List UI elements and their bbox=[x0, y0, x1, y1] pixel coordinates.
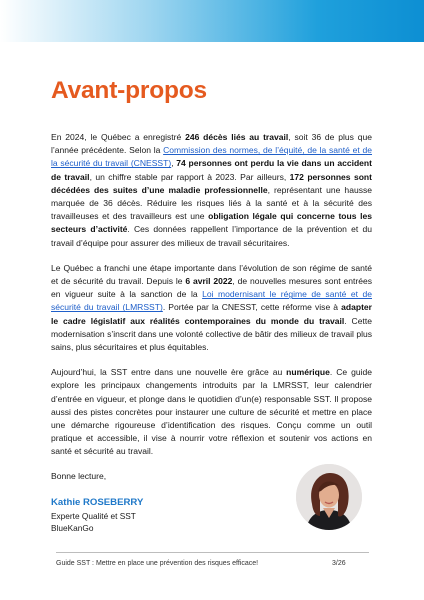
page-number: 3/26 bbox=[332, 560, 346, 567]
text: Aujourd’hui, la SST entre dans une nouvelle ère grâce au bbox=[51, 367, 287, 378]
text: . Ce guide explore les principaux changements introduits par la LMRSST, leur calendrier d’entrée en vigueur, et plonge dans le quotidien d’un(e) responsable SST. Il propose aussi des pistes concrètes pour instaurer une culture de sécurité et mettre en place une démarche rigoureuse d’identification des risques. Conçu comme un outil pratique et accessible, il vise à nourrir votre réflexion et soutenir vos actions en santé et sécurité au travail. bbox=[51, 367, 372, 457]
bold-text: 172 personnes sont décédées des suites d’une maladie professionnelle bbox=[51, 171, 372, 195]
text: En 2024, le Québec a enregistré bbox=[51, 132, 186, 142]
signature-name: Kathie ROSEBERRY bbox=[51, 496, 144, 508]
footer-title: Guide SST : Mettre en place une prévention des risques efficace! bbox=[56, 560, 259, 567]
bold-text: 246 décès liés au travail bbox=[185, 132, 289, 142]
text: , soit 36 de plus que l’année précédente. Selon la bbox=[51, 132, 372, 156]
closing-text: Bonne lecture, bbox=[51, 470, 107, 481]
signature-company: BlueKanGo bbox=[51, 523, 94, 534]
portrait-icon bbox=[296, 464, 362, 530]
header-gradient-band bbox=[0, 0, 424, 42]
text: , bbox=[171, 158, 177, 169]
text: Le Québec a franchi une étape importante dans l’évolution de son régime de santé et de sécurité du travail. Depuis le bbox=[51, 262, 372, 287]
bold-text: 6 avril 2022 bbox=[185, 276, 233, 287]
text: , de nouvelles mesures sont entrées en vigueur suite à la sanction de la bbox=[51, 276, 372, 300]
text: , un chiffre stable par rapport à 2023. Par ailleurs, bbox=[89, 171, 290, 182]
author-photo bbox=[296, 464, 362, 530]
footer-divider bbox=[56, 552, 369, 553]
bold-text: 74 personnes ont perdu la vie dans un accident de travail bbox=[51, 158, 372, 182]
bold-text: adapter le cadre législatif aux réalités contemporaines du monde du travail bbox=[51, 302, 372, 326]
bold-text: obligation légale qui concerne tous les secteurs d’activité bbox=[51, 211, 372, 235]
signature-role: Experte Qualité et SST bbox=[51, 510, 136, 521]
text: . Ces données rappellent l’importance de la prévention et du travail d’équipe pour assurer des milieux de travail sécuritaires. bbox=[51, 224, 372, 248]
page-title: Avant-propos bbox=[51, 77, 207, 104]
bold-text: numérique bbox=[286, 367, 330, 378]
text: . Cette modernisation s’inscrit dans une volonté collective de bâtir des milieux de travail plus sains, plus sécuritaires et plus équitables. bbox=[51, 315, 372, 353]
text: , représentant une hausse marquée de 36 décès. Réduire les risques liés à la santé et à la sécurité des travailleuses et des travailleurs est une bbox=[51, 184, 372, 222]
text: . Portée par la CNESST, cette réforme vise à bbox=[162, 302, 342, 313]
paragraph-reform bbox=[51, 262, 372, 354]
paragraph-statistics bbox=[51, 131, 372, 250]
cnesst-link[interactable]: Commission des normes, de l’équité, de la santé et de la sécurité du travail (CNESST) bbox=[51, 145, 372, 169]
lmrsst-link[interactable]: Loi modernisant le régime de santé et de sécurité du travail (LMRSST) bbox=[51, 289, 372, 313]
paragraph-digital bbox=[51, 366, 372, 458]
